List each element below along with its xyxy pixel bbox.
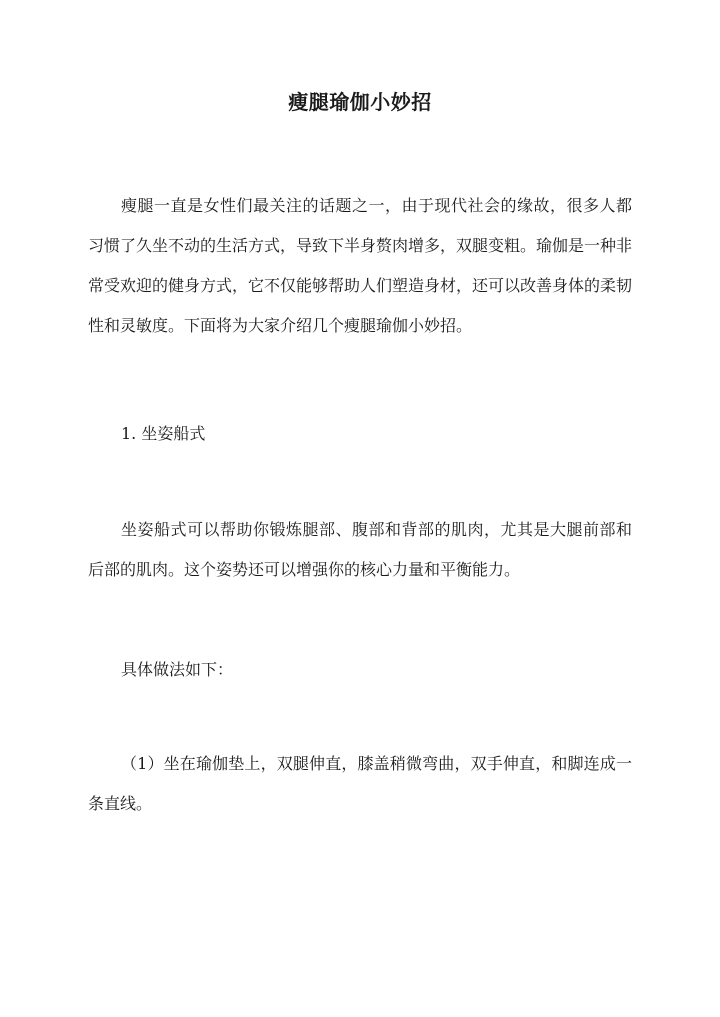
method-label: 具体做法如下： bbox=[121, 660, 234, 679]
section-heading-boat-pose: 1. 坐姿船式 bbox=[121, 424, 206, 443]
boat-pose-description: 坐姿船式可以帮助你锻炼腿部、腹部和背部的肌肉，尤其是大腿前部和后部的肌肉。这个姿势还可以增强你的核心力量和平衡能力。 bbox=[88, 520, 632, 579]
step-1-paragraph: （1）坐在瑜伽垫上，双腿伸直，膝盖稍微弯曲，双手伸直，和脚连成一条直线。 bbox=[88, 754, 632, 813]
document-title: 瘦腿瑜伽小妙招 bbox=[288, 90, 432, 114]
intro-paragraph: 瘦腿一直是女性们最关注的话题之一，由于现代社会的缘故，很多人都习惯了久坐不动的生活方式，导致下半身赘肉增多，双腿变粗。瑜伽是一种非常受欢迎的健身方式，它不仅能够帮助人们塑造身材，还可以改善身体的柔韧性和灵敏度。下面将为大家介绍几个瘦腿瑜伽小妙招。 bbox=[88, 196, 633, 335]
